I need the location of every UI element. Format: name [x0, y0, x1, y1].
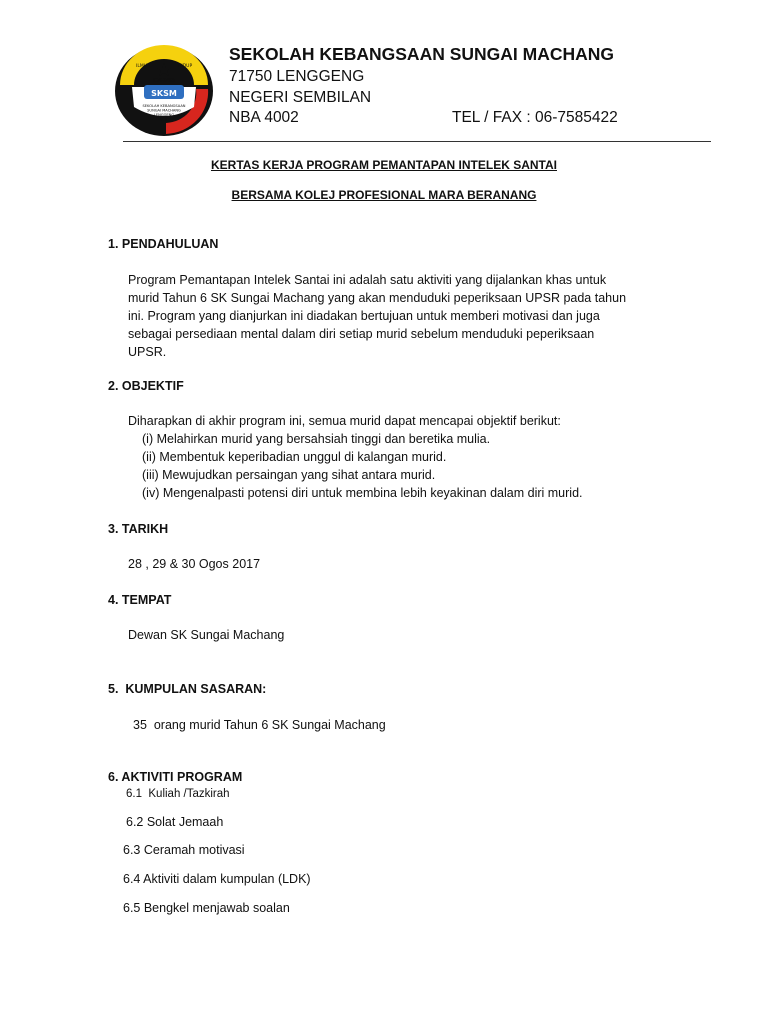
heading-tempat: 4. TEMPAT [108, 593, 172, 607]
paragraph-line: murid Tahun 6 SK Sungai Machang yang akan menduduki peperiksaan UPSR pada tahun [128, 291, 627, 305]
heading-objektif: 2. OBJEKTIF [108, 379, 184, 393]
objektif-intro: Diharapkan di akhir program ini, semua murid dapat mencapai objektif berikut: [128, 414, 561, 428]
aktiviti-item: 6.1 Kuliah /Tazkirah [126, 788, 230, 800]
pendahuluan-paragraph [128, 271, 676, 361]
sasaran-value: 35 orang murid Tahun 6 SK Sungai Machang [133, 718, 386, 732]
heading-tarikh: 3. TARIKH [108, 522, 169, 536]
logo-monogram: SKSM [151, 89, 177, 98]
logo-bottom-line-1: SEKOLAH KEBANGSAAN [142, 104, 186, 108]
logo-bottom-line-3: LENGGENG [153, 113, 175, 117]
paragraph-line: UPSR. [128, 345, 167, 359]
tempat-value: Dewan SK Sungai Machang [128, 628, 285, 642]
paragraph-line: Program Pemantapan Intelek Santai ini adalah satu aktiviti yang dijalankan khas untuk [128, 273, 607, 287]
logo-motto: CAHAYA [152, 78, 176, 84]
objektif-item: (i) Melahirkan murid yang bersahsiah tinggi dan beretika mulia. [142, 432, 491, 446]
aktiviti-item: 6.5 Bengkel menjawab soalan [123, 901, 290, 915]
logo-bottom-line-4: N. S. [159, 117, 169, 122]
objektif-item: (iii) Mewujudkan persaingan yang sihat antara murid. [142, 468, 436, 482]
address-line-2: NEGERI SEMBILAN [229, 89, 372, 106]
school-code: NBA 4002 [229, 109, 299, 126]
tarikh-value: 28 , 29 & 30 Ogos 2017 [128, 557, 261, 571]
letterhead-divider [123, 141, 711, 142]
logo-top-text: ILMU [136, 64, 148, 69]
aktiviti-item: 6.4 Aktiviti dalam kumpulan (LDK) [123, 872, 311, 886]
document-title-line-2: BERSAMA KOLEJ PROFESIONAL MARA BERANANG [231, 188, 537, 202]
logo-bottom-line-2: SUNGAI MACHANG [147, 108, 181, 113]
document-title-line-1: KERTAS KERJA PROGRAM PEMANTAPAN INTELEK SANTAI [210, 158, 557, 172]
objektif-item: (iv) Mengenalpasti potensi diri untuk membina lebih keyakinan dalam diri murid. [142, 486, 583, 500]
school-name: SEKOLAH KEBANGSAAN SUNGAI MACHANG [229, 44, 615, 64]
address-line-1: 71750 LENGGENG [229, 68, 365, 85]
aktiviti-item: 6.2 Solat Jemaah [126, 815, 224, 829]
heading-pendahuluan: 1. PENDAHULUAN [108, 237, 219, 251]
objektif-item: (ii) Membentuk keperibadian unggul di kalangan murid. [142, 450, 447, 464]
logo-top-text-right: HIDUP [178, 64, 193, 69]
paragraph-line: sebagai persediaan mental dalam diri setiap murid sebelum menduduki peperiksaan [128, 327, 595, 341]
heading-aktiviti: 6. AKTIVITI PROGRAM [108, 770, 243, 784]
paragraph-line: ini. Program yang dianjurkan ini diadakan bertujuan untuk memberi motivasi dan juga [128, 309, 600, 323]
heading-sasaran: 5. KUMPULAN SASARAN: [108, 682, 267, 696]
school-logo [114, 45, 214, 137]
aktiviti-item: 6.3 Ceramah motivasi [123, 843, 245, 857]
tel-fax: TEL / FAX : 06-7585422 [452, 109, 618, 126]
